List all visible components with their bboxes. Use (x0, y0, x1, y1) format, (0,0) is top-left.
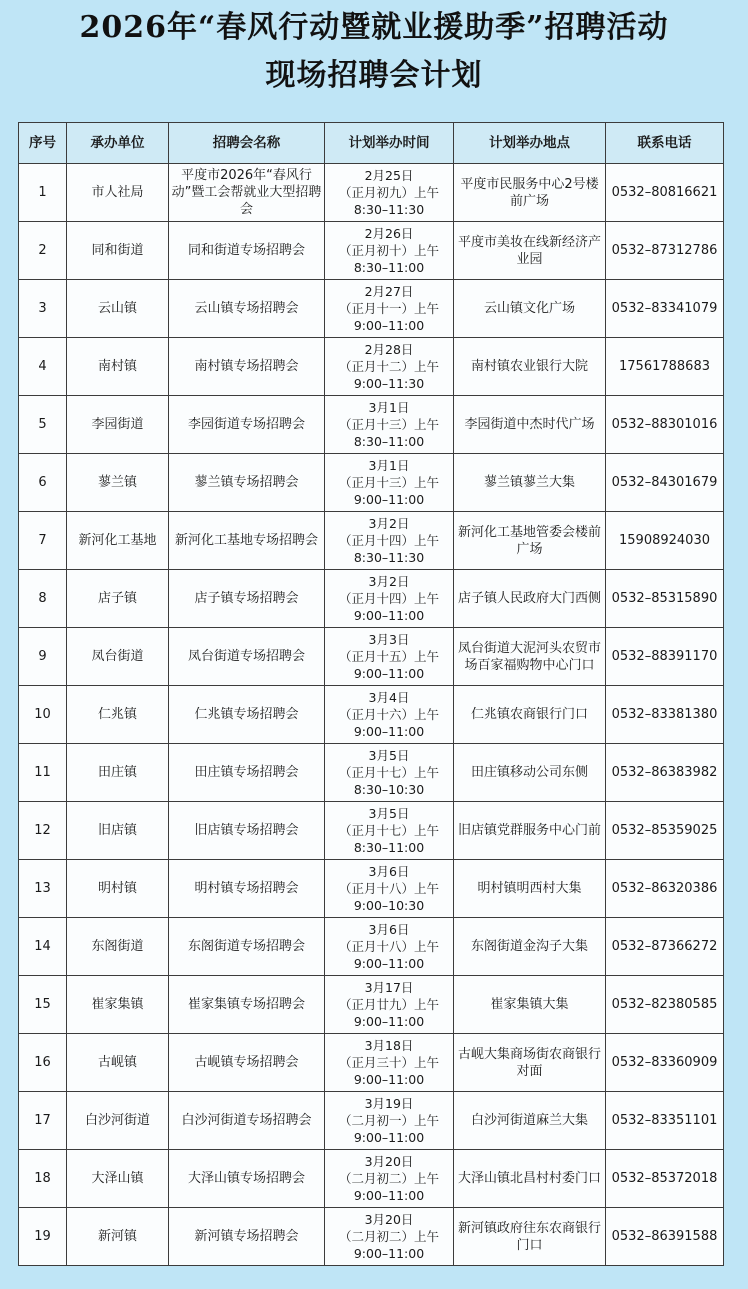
cell-place: 旧店镇党群服务中心门前 (454, 802, 606, 860)
cell-name: 崔家集镇专场招聘会 (169, 976, 325, 1034)
cell-place: 白沙河街道麻兰大集 (454, 1092, 606, 1150)
cell-phone: 0532–83341079 (606, 280, 724, 338)
time-hours: 8:30–11:00 (353, 434, 425, 449)
cell-org: 东阁街道 (67, 918, 169, 976)
cell-place: 大泽山镇北昌村村委门口 (454, 1150, 606, 1208)
cell-phone: 0532–83381380 (606, 686, 724, 744)
cell-no: 7 (19, 512, 67, 570)
cell-name: 李园街道专场招聘会 (169, 396, 325, 454)
cell-name: 南村镇专场招聘会 (169, 338, 325, 396)
table-header-row (19, 123, 724, 164)
cell-no: 2 (19, 222, 67, 280)
cell-phone: 0532–87312786 (606, 222, 724, 280)
time-date: 3月20日 (364, 1212, 414, 1227)
schedule-table (18, 122, 724, 1266)
table-row (19, 512, 724, 570)
cell-name: 新河镇专场招聘会 (169, 1208, 325, 1266)
cell-time (325, 628, 454, 686)
cell-name: 蓼兰镇专场招聘会 (169, 454, 325, 512)
time-hours: 8:30–11:00 (353, 260, 425, 275)
cell-no: 10 (19, 686, 67, 744)
time-hours: 9:00–11:00 (353, 1014, 425, 1029)
cell-time (325, 744, 454, 802)
time-lunar: （正月十八）上午 (338, 881, 439, 896)
cell-place: 平度市民服务中心2号楼前广场 (454, 164, 606, 222)
time-lunar: （正月十二）上午 (338, 359, 439, 374)
cell-place: 明村镇明西村大集 (454, 860, 606, 918)
cell-time (325, 802, 454, 860)
cell-no: 19 (19, 1208, 67, 1266)
table-row (19, 570, 724, 628)
cell-name: 古岘镇专场招聘会 (169, 1034, 325, 1092)
time-date: 3月18日 (364, 1038, 414, 1053)
time-date: 3月19日 (364, 1096, 414, 1111)
cell-org: 李园街道 (67, 396, 169, 454)
cell-name: 店子镇专场招聘会 (169, 570, 325, 628)
cell-time (325, 222, 454, 280)
cell-no: 8 (19, 570, 67, 628)
time-lunar: （二月初一）上午 (338, 1113, 439, 1128)
table-row (19, 976, 724, 1034)
cell-name: 平度市2026年“春风行动”暨工会帮就业大型招聘会 (169, 164, 325, 222)
time-date: 2月27日 (364, 284, 414, 299)
cell-place: 南村镇农业银行大院 (454, 338, 606, 396)
cell-org: 白沙河街道 (67, 1092, 169, 1150)
time-date: 3月20日 (364, 1154, 414, 1169)
time-lunar: （正月十三）上午 (338, 475, 439, 490)
header-phone: 联系电话 (606, 123, 724, 164)
cell-org: 仁兆镇 (67, 686, 169, 744)
header-name: 招聘会名称 (169, 123, 325, 164)
time-hours: 9:00–11:30 (353, 376, 425, 391)
cell-no: 6 (19, 454, 67, 512)
time-hours: 9:00–11:00 (353, 1072, 425, 1087)
cell-phone: 0532–84301679 (606, 454, 724, 512)
cell-no: 1 (19, 164, 67, 222)
cell-phone: 15908924030 (606, 512, 724, 570)
table-row (19, 1150, 724, 1208)
cell-no: 5 (19, 396, 67, 454)
time-hours: 8:30–11:30 (353, 202, 425, 217)
cell-org: 云山镇 (67, 280, 169, 338)
cell-org: 市人社局 (67, 164, 169, 222)
cell-time (325, 1208, 454, 1266)
table-row (19, 860, 724, 918)
cell-org: 明村镇 (67, 860, 169, 918)
cell-place: 仁兆镇农商银行门口 (454, 686, 606, 744)
time-hours: 9:00–11:00 (353, 1188, 425, 1203)
cell-phone: 0532–82380585 (606, 976, 724, 1034)
time-date: 3月5日 (368, 806, 410, 821)
cell-phone: 0532–87366272 (606, 918, 724, 976)
time-hours: 8:30–10:30 (353, 782, 425, 797)
cell-no: 12 (19, 802, 67, 860)
time-lunar: （正月初九）上午 (338, 185, 439, 200)
time-hours: 8:30–11:00 (353, 840, 425, 855)
table-row (19, 1208, 724, 1266)
time-date: 2月28日 (364, 342, 414, 357)
cell-name: 白沙河街道专场招聘会 (169, 1092, 325, 1150)
cell-phone: 0532–86391588 (606, 1208, 724, 1266)
cell-name: 田庄镇专场招聘会 (169, 744, 325, 802)
cell-time (325, 454, 454, 512)
cell-phone: 0532–80816621 (606, 164, 724, 222)
cell-time (325, 280, 454, 338)
cell-time (325, 686, 454, 744)
cell-name: 东阁街道专场招聘会 (169, 918, 325, 976)
cell-no: 14 (19, 918, 67, 976)
cell-org: 大泽山镇 (67, 1150, 169, 1208)
cell-place: 李园街道中杰时代广场 (454, 396, 606, 454)
time-date: 3月4日 (368, 690, 410, 705)
header-org: 承办单位 (67, 123, 169, 164)
cell-place: 田庄镇移动公司东侧 (454, 744, 606, 802)
table-row (19, 686, 724, 744)
time-lunar: （正月十八）上午 (338, 939, 439, 954)
cell-org: 古岘镇 (67, 1034, 169, 1092)
time-lunar: （正月十七）上午 (338, 823, 439, 838)
cell-org: 新河镇 (67, 1208, 169, 1266)
cell-time (325, 860, 454, 918)
cell-place: 新河化工基地管委会楼前广场 (454, 512, 606, 570)
cell-no: 18 (19, 1150, 67, 1208)
time-hours: 9:00–11:00 (353, 492, 425, 507)
time-lunar: （正月三十）上午 (338, 1055, 439, 1070)
time-hours: 9:00–11:00 (353, 724, 425, 739)
time-date: 2月25日 (364, 168, 414, 183)
cell-org: 南村镇 (67, 338, 169, 396)
cell-place: 店子镇人民政府大门西侧 (454, 570, 606, 628)
cell-name: 同和街道专场招聘会 (169, 222, 325, 280)
title-line-2: 现场招聘会计划 (265, 58, 483, 93)
cell-no: 16 (19, 1034, 67, 1092)
table-row (19, 222, 724, 280)
cell-time (325, 396, 454, 454)
cell-time (325, 918, 454, 976)
cell-name: 大泽山镇专场招聘会 (169, 1150, 325, 1208)
table-row (19, 1034, 724, 1092)
time-date: 3月6日 (368, 864, 410, 879)
time-date: 3月17日 (364, 980, 414, 995)
cell-phone: 17561788683 (606, 338, 724, 396)
time-lunar: （正月十四）上午 (338, 533, 439, 548)
cell-no: 9 (19, 628, 67, 686)
cell-place: 云山镇文化广场 (454, 280, 606, 338)
time-hours: 9:00–11:00 (353, 1246, 425, 1261)
cell-place: 蓼兰镇蓼兰大集 (454, 454, 606, 512)
time-lunar: （正月十五）上午 (338, 649, 439, 664)
cell-org: 蓼兰镇 (67, 454, 169, 512)
table-row (19, 744, 724, 802)
time-date: 3月2日 (368, 574, 410, 589)
time-lunar: （正月十四）上午 (338, 591, 439, 606)
time-date: 3月2日 (368, 516, 410, 531)
time-hours: 9:00–11:00 (353, 318, 425, 333)
cell-name: 云山镇专场招聘会 (169, 280, 325, 338)
time-date: 3月6日 (368, 922, 410, 937)
time-date: 3月1日 (368, 458, 410, 473)
cell-name: 旧店镇专场招聘会 (169, 802, 325, 860)
cell-org: 店子镇 (67, 570, 169, 628)
time-lunar: （正月十三）上午 (338, 417, 439, 432)
table-row (19, 918, 724, 976)
time-hours: 9:00–10:30 (353, 898, 425, 913)
time-date: 2月26日 (364, 226, 414, 241)
cell-phone: 0532–86383982 (606, 744, 724, 802)
time-hours: 9:00–11:00 (353, 666, 425, 681)
time-date: 3月5日 (368, 748, 410, 763)
cell-name: 仁兆镇专场招聘会 (169, 686, 325, 744)
table-row (19, 338, 724, 396)
time-lunar: （正月十一）上午 (338, 301, 439, 316)
header-place: 计划举办地点 (454, 123, 606, 164)
cell-org: 田庄镇 (67, 744, 169, 802)
cell-time (325, 338, 454, 396)
time-date: 3月3日 (368, 632, 410, 647)
cell-time (325, 1034, 454, 1092)
table-row (19, 280, 724, 338)
table-row (19, 396, 724, 454)
table-row (19, 164, 724, 222)
cell-place: 东阁街道金沟子大集 (454, 918, 606, 976)
cell-org: 凤台街道 (67, 628, 169, 686)
time-lunar: （正月初十）上午 (338, 243, 439, 258)
cell-time (325, 1150, 454, 1208)
time-date: 3月1日 (368, 400, 410, 415)
cell-name: 凤台街道专场招聘会 (169, 628, 325, 686)
cell-org: 同和街道 (67, 222, 169, 280)
time-hours: 9:00–11:00 (353, 608, 425, 623)
time-hours: 9:00–11:00 (353, 1130, 425, 1145)
cell-no: 13 (19, 860, 67, 918)
header-time: 计划举办时间 (325, 123, 454, 164)
cell-phone: 0532–86320386 (606, 860, 724, 918)
title-line-1: 2026年“春风行动暨就业援助季”招聘活动 (79, 10, 669, 45)
cell-no: 4 (19, 338, 67, 396)
cell-time (325, 164, 454, 222)
cell-place: 崔家集镇大集 (454, 976, 606, 1034)
table-row (19, 1092, 724, 1150)
cell-phone: 0532–83360909 (606, 1034, 724, 1092)
cell-no: 15 (19, 976, 67, 1034)
cell-name: 新河化工基地专场招聘会 (169, 512, 325, 570)
time-lunar: （正月廿九）上午 (338, 997, 439, 1012)
cell-place: 古岘大集商场街农商银行对面 (454, 1034, 606, 1092)
cell-time (325, 976, 454, 1034)
cell-no: 11 (19, 744, 67, 802)
cell-phone: 0532–85372018 (606, 1150, 724, 1208)
cell-no: 17 (19, 1092, 67, 1150)
cell-no: 3 (19, 280, 67, 338)
cell-phone: 0532–88391170 (606, 628, 724, 686)
table-row (19, 802, 724, 860)
cell-place: 平度市美妆在线新经济产业园 (454, 222, 606, 280)
cell-time (325, 512, 454, 570)
time-hours: 9:00–11:00 (353, 956, 425, 971)
table-row (19, 628, 724, 686)
cell-phone: 0532–85315890 (606, 570, 724, 628)
time-lunar: （正月十七）上午 (338, 765, 439, 780)
time-lunar: （二月初二）上午 (338, 1171, 439, 1186)
cell-phone: 0532–85359025 (606, 802, 724, 860)
time-hours: 8:30–11:30 (353, 550, 425, 565)
cell-place: 新河镇政府往东农商银行门口 (454, 1208, 606, 1266)
cell-org: 崔家集镇 (67, 976, 169, 1034)
table-body (19, 164, 724, 1266)
cell-phone: 0532–88301016 (606, 396, 724, 454)
cell-phone: 0532–83351101 (606, 1092, 724, 1150)
cell-place: 凤台街道大泥河头农贸市场百家福购物中心门口 (454, 628, 606, 686)
header-no: 序号 (19, 123, 67, 164)
cell-org: 旧店镇 (67, 802, 169, 860)
cell-time (325, 1092, 454, 1150)
cell-org: 新河化工基地 (67, 512, 169, 570)
cell-time (325, 570, 454, 628)
time-lunar: （二月初二）上午 (338, 1229, 439, 1244)
cell-name: 明村镇专场招聘会 (169, 860, 325, 918)
table-row (19, 454, 724, 512)
time-lunar: （正月十六）上午 (338, 707, 439, 722)
